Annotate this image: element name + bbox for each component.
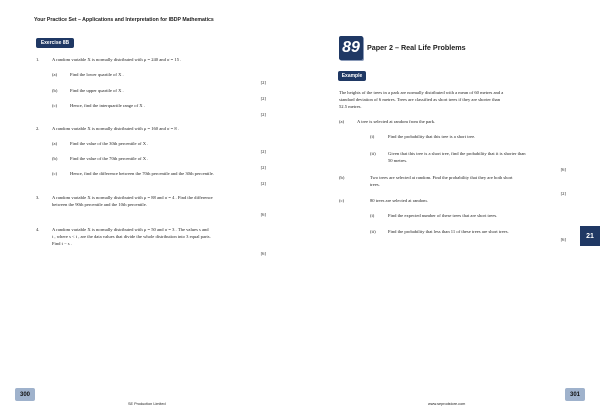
subpart-text: 50 metres. — [388, 158, 408, 163]
subpart-label: (i) — [370, 134, 375, 139]
part-text: A tree is selected at random from the park. — [357, 119, 436, 124]
question-text: t , where s < t , are the data values that divide the whole distribution into 3 equal parts. — [52, 234, 211, 239]
marks: [2] — [260, 112, 266, 117]
question-number: 4. — [36, 227, 40, 232]
page-number-right: 301 — [565, 388, 585, 401]
part-text: Two trees are selected at random. Find the probability that they are both short — [370, 175, 513, 180]
footer-left: SE Production Limited — [128, 402, 166, 406]
subpart-label: (ii) — [370, 229, 376, 234]
subpart-text: Find the expected number of these trees that are short trees. — [388, 213, 498, 218]
subpart-text: Find the probability that less than 11 of these trees are short trees. — [388, 229, 509, 234]
part-text: Find the upper quartile of X . — [70, 88, 124, 93]
part-text: Hence, find the interquartile range of X . — [70, 103, 145, 108]
marks: [6] — [560, 167, 566, 172]
subpart-text: Given that this tree is a short tree, find the probability that it is shorter than — [388, 151, 526, 156]
intro-text: 52.5 metres. — [339, 104, 362, 109]
marks: [2] — [260, 80, 266, 85]
question-text: between the 90th percentile and the 10th percentile. — [52, 202, 147, 207]
part-label: (b) — [339, 175, 345, 180]
running-header: Your Practice Set – Applications and Interpretation for IBDP Mathematics — [34, 17, 214, 23]
marks: [2] — [260, 181, 266, 186]
part-label: (a) — [52, 72, 58, 77]
question-number: 2. — [36, 126, 40, 131]
question-text: A random variable X is normally distributed with μ = 160 and σ = 8 . — [52, 126, 179, 131]
intro-text: standard deviation of 6 metres. Trees are classified as short trees if they are shorter than — [339, 97, 500, 102]
part-text: trees. — [370, 182, 380, 187]
marks: [2] — [260, 96, 266, 101]
marks: [6] — [260, 251, 266, 256]
subpart-label: (i) — [370, 213, 375, 218]
marks: [2] — [560, 191, 566, 196]
marks: [2] — [260, 165, 266, 170]
page-number-left: 300 — [15, 388, 35, 401]
part-text: Find the lower quartile of X . — [70, 72, 124, 77]
part-label: (c) — [339, 198, 345, 203]
part-label: (b) — [52, 88, 58, 93]
part-text: Find the value of the 70th percentile of X . — [70, 156, 149, 161]
part-label: (b) — [52, 156, 58, 161]
question-text: A random variable X is normally distributed with μ = 240 and σ = 15 . — [52, 57, 182, 62]
part-label: (c) — [52, 171, 58, 176]
part-text: 80 trees are selected at random. — [370, 198, 428, 203]
chapter-side-tab: 21 — [580, 226, 600, 246]
footer-right: www.seprodstore.com — [428, 402, 466, 406]
part-text: Hence, find the difference between the 70th percentile and the 30th percentile. — [70, 171, 214, 176]
marks: [6] — [260, 212, 266, 217]
question-number: 1. — [36, 57, 40, 62]
question-text: A random variable X is normally distributed with μ = 50 and σ = 3 . The values s and — [52, 227, 209, 232]
chapter-title: Paper 2 – Real Life Problems — [367, 43, 466, 52]
marks: [6] — [560, 237, 566, 242]
part-label: (c) — [52, 103, 58, 108]
marks: [2] — [260, 149, 266, 154]
chapter-number-badge: 89 — [339, 36, 363, 60]
part-text: Find the value of the 30th percentile of X . — [70, 141, 149, 146]
subpart-text: Find the probability that this tree is a short tree. — [388, 134, 476, 139]
question-text: A random variable X is normally distributed with μ = 88 and σ = 4 . Find the difference — [52, 195, 213, 200]
question-number: 3. — [36, 195, 40, 200]
exercise-badge: Exercise 8B — [36, 38, 74, 48]
question-text: Find t − s . — [52, 241, 72, 246]
part-label: (a) — [52, 141, 58, 146]
subpart-label: (ii) — [370, 151, 376, 156]
intro-text: The heights of the trees in a park are normally distributed with a mean of 60 metres and a — [339, 90, 504, 95]
part-label: (a) — [339, 119, 345, 124]
example-badge: Example — [338, 71, 366, 81]
